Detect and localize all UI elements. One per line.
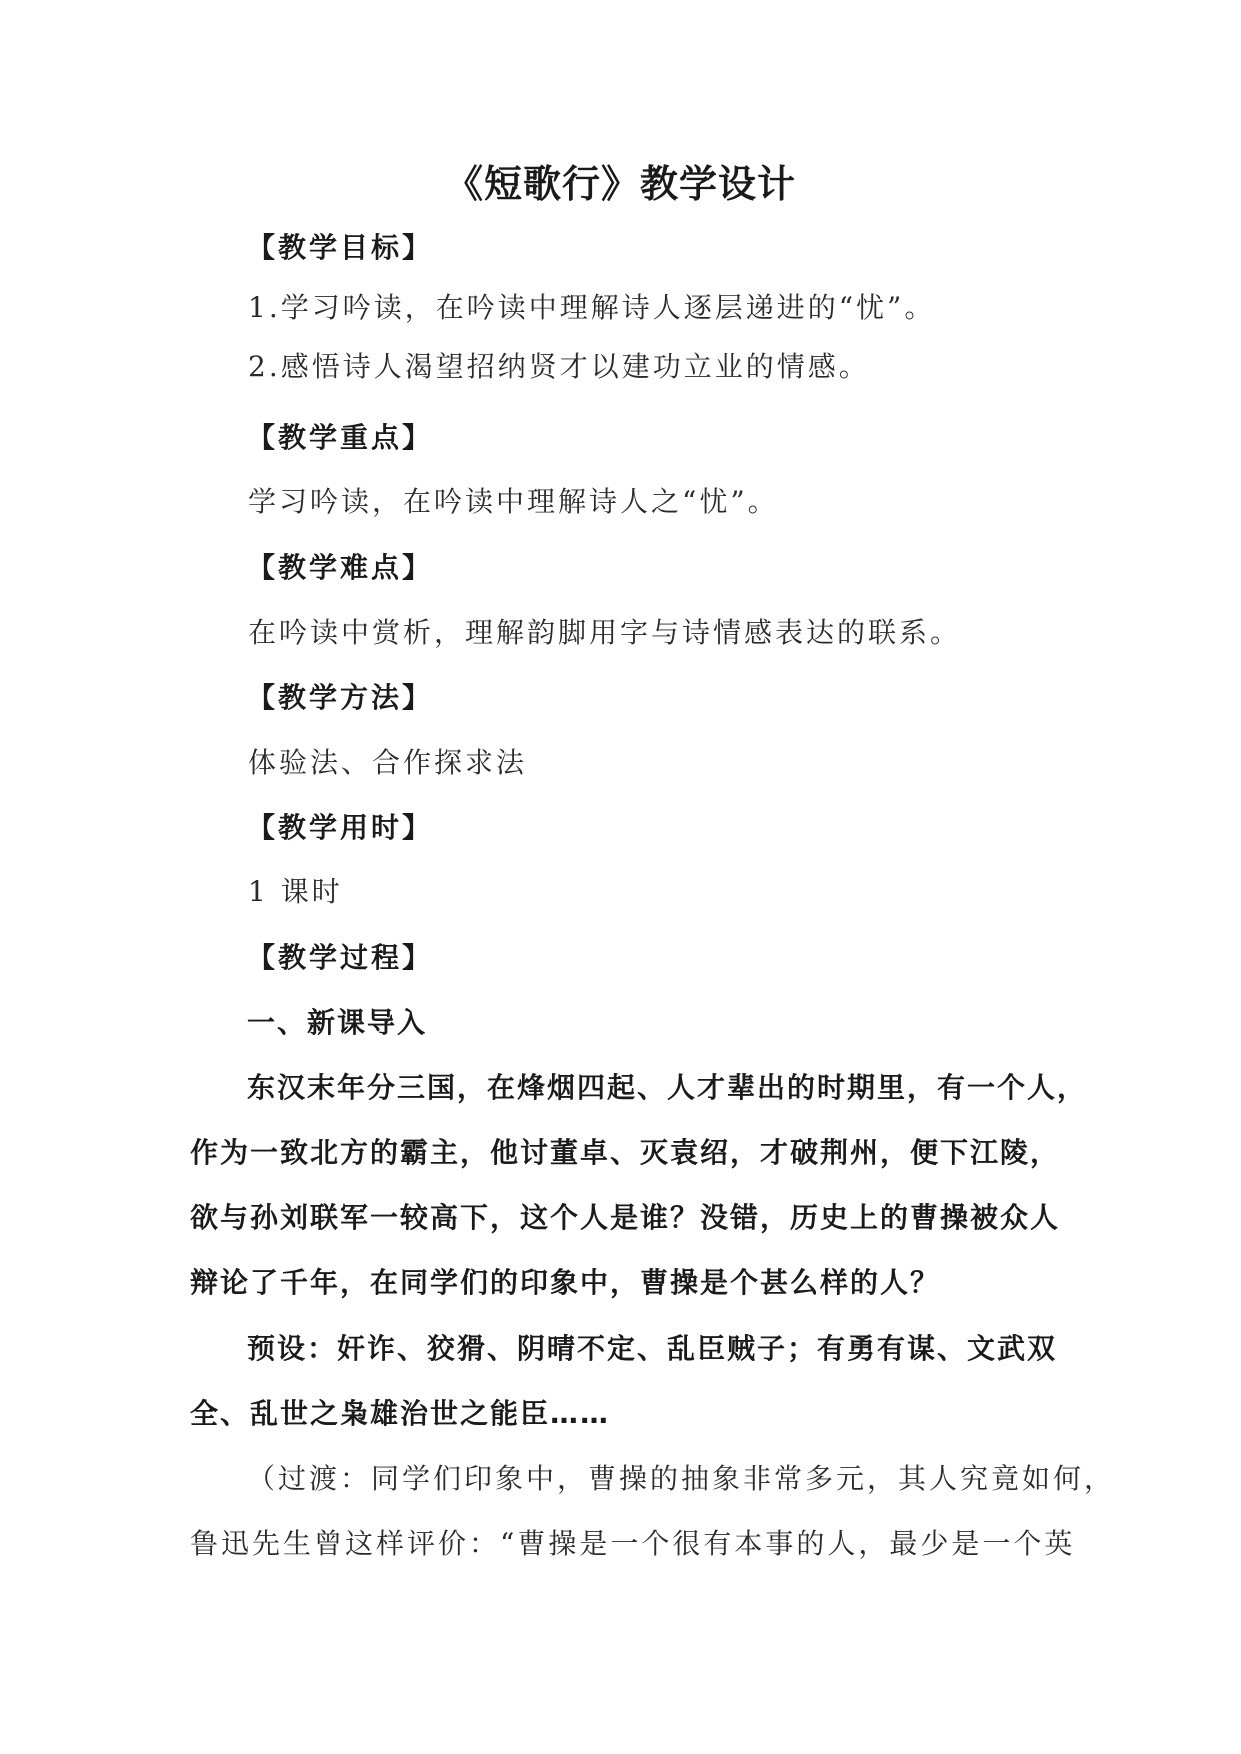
- methods-text: 体验法、合作探求法: [248, 746, 528, 779]
- difficulty-text: 在吟读中赏析，理解韵脚用字与诗情感表达的联系。: [248, 616, 962, 649]
- key-points-text: 学习吟读，在吟读中理解诗人之“忧”。: [248, 485, 779, 518]
- intro-paragraph-line: 东汉末年分三国，在烽烟四起、人才辈出的时期里，有一个人，: [247, 1071, 1088, 1104]
- step-heading-intro: 一、新课导入: [247, 1006, 428, 1039]
- preset-paragraph-line: 预设：奸诈、狡猾、阴晴不定、乱臣贼子；有勇有谋、文武双: [247, 1332, 1058, 1365]
- duration-text: 1 课时: [248, 875, 343, 908]
- intro-paragraph-line: 辩论了千年，在同学们的印象中，曹操是个甚么样的人？: [190, 1266, 941, 1299]
- goal-item-1: 1.学习吟读，在吟读中理解诗人逐层递进的“忧”。: [248, 291, 936, 324]
- section-heading-duration: 【教学用时】: [247, 811, 434, 844]
- section-heading-difficulty: 【教学难点】: [247, 551, 434, 584]
- section-heading-methods: 【教学方法】: [247, 681, 434, 714]
- section-heading-key-points: 【教学重点】: [247, 421, 434, 454]
- goal-item-2: 2.感悟诗人渴望招纳贤才以建功立业的情感。: [248, 350, 870, 383]
- intro-paragraph-line: 作为一致北方的霸主，他讨董卓、灭袁绍，才破荆州，便下江陵，: [190, 1136, 1061, 1169]
- transition-paragraph-line: （过渡：同学们印象中，曹操的抽象非常多元，其人究竟如何，: [247, 1462, 1116, 1495]
- preset-paragraph-line: 全、乱世之枭雄治世之能臣……: [190, 1397, 611, 1430]
- intro-paragraph-line: 欲与孙刘联军一较高下，这个人是谁？没错，历史上的曹操被众人: [190, 1201, 1061, 1234]
- section-heading-process: 【教学过程】: [247, 941, 434, 974]
- transition-paragraph-line: 鲁迅先生曾这样评价：“曹操是一个很有本事的人，最少是一个英: [190, 1527, 1076, 1560]
- document-title: 《短歌行》教学设计: [444, 161, 796, 206]
- section-heading-goals: 【教学目标】: [247, 231, 434, 264]
